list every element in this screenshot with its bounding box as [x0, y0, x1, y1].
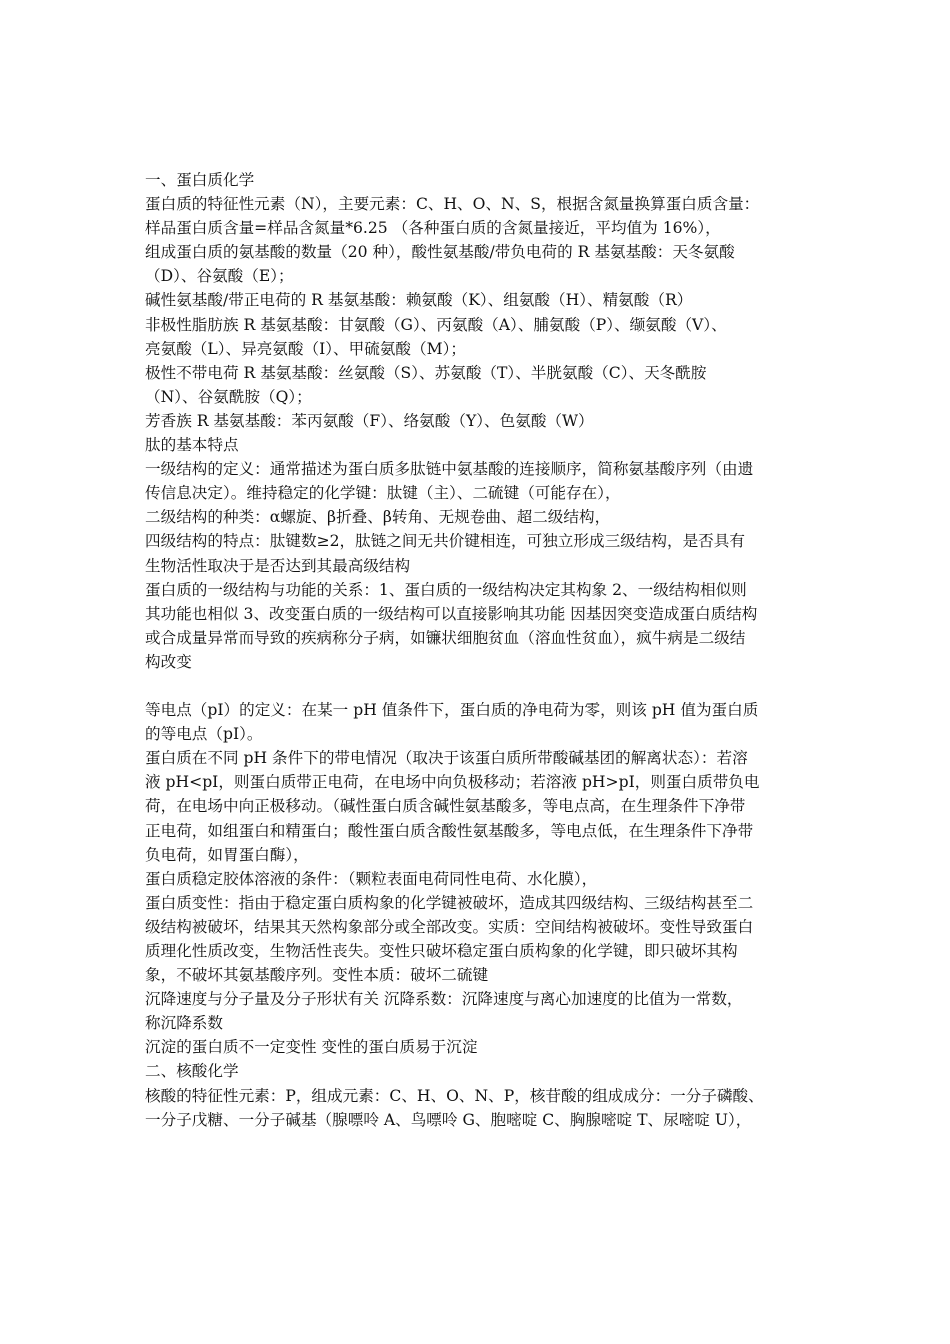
text-line: 象，不破坏其氨基酸序列。变性本质：破坏二硫键	[145, 966, 489, 985]
section-heading-protein: 一、蛋白质化学	[145, 171, 255, 189]
text-line: 碱性氨基酸/带正电荷的 R 基氨基酸：赖氨酸（K）、组氨酸（H）、精氨酸（R）	[145, 291, 693, 310]
text-line: 其功能也相似 3、改变蛋白质的一级结构可以直接影响其功能 因基因突变造成蛋白质结构	[145, 604, 758, 623]
blank-line	[145, 674, 810, 698]
text-line: 或合成量异常而导致的疾病称分子病，如镰状细胞贫血（溶血性贫血），疯牛病是二级结	[145, 628, 746, 647]
text-line: 蛋白质稳定胶体溶液的条件：（颗粒表面电荷同性电荷、水化膜），	[145, 869, 598, 888]
text-line: 级结构被破坏，结果其天然构象部分或全部改变。实质：空间结构被破坏。变性导致蛋白	[145, 917, 754, 936]
text-line: 的等电点（pI）。	[145, 725, 263, 744]
text-line: 四级结构的特点：肽键数≥2，肽链之间无共价键相连，可独立形成三级结构，是否具有	[145, 532, 745, 551]
text-line: 组成蛋白质的氨基酸的数量（20 种），酸性氨基酸/带负电荷的 R 基氨基酸：天冬氨酸	[145, 243, 735, 262]
text-line: 正电荷，如组蛋白和精蛋白；酸性蛋白质含酸性氨基酸多，等电点低，在生理条件下净带	[145, 821, 754, 840]
document-page	[145, 168, 810, 1132]
text-line: 传信息决定）。维持稳定的化学键：肽键（主）、二硫键（可能存在），	[145, 484, 621, 503]
text-line: 称沉降系数	[145, 1014, 223, 1033]
text-line: 样品蛋白质含量=样品含氮量*6.25 （各种蛋白质的含氮量接近，平均值为 16%），	[145, 219, 721, 238]
text-line: 负电荷，如胃蛋白酶），	[145, 845, 309, 864]
text-line: 质理化性质改变，生物活性丧失。变性只破坏稳定蛋白质构象的化学键，即只破坏其构	[145, 942, 738, 960]
text-line: 非极性脂肪族 R 基氨基酸：甘氨酸（G）、丙氨酸（A）、脯氨酸（P）、缬氨酸（V）、	[145, 315, 727, 334]
text-line: 二级结构的种类：α螺旋、β折叠、β转角、无规卷曲、超二级结构，	[145, 508, 611, 527]
text-line: 核酸的特征性元素：P，组成元素：C、H、O、N、P，核苷酸的组成成分：一分子磷酸、	[145, 1086, 764, 1105]
text-line: 沉降速度与分子量及分子形状有关 沉降系数：沉降速度与离心加速度的比值为一常数，	[145, 990, 743, 1009]
text-line: 亮氨酸（L）、异亮氨酸（I）、甲硫氨酸（M）；	[145, 339, 466, 358]
text-line: 液 pH<pI，则蛋白质带正电荷，在电场中向负极移动；若溶液 pH>pI，则蛋白质带负电	[145, 773, 760, 792]
text-line: 构改变	[145, 652, 192, 671]
text-line: 沉淀的蛋白质不一定变性 变性的蛋白质易于沉淀	[145, 1038, 478, 1057]
text-line: 蛋白质在不同 pH 条件下的带电情况（取决于该蛋白质所带酸碱基团的解离状态）：若溶	[145, 749, 748, 768]
text-line: 一分子戊糖、一分子碱基（腺嘌呤 A、鸟嘌呤 G、胞嘧啶 C、胸腺嘧啶 T、尿嘧啶 U），	[145, 1110, 752, 1129]
section-heading-nucleic-acid: 二、核酸化学	[145, 1062, 239, 1081]
text-line: 荷，在电场中向正极移动。（碱性蛋白质含碱性氨基酸多，等电点高，在生理条件下净带	[145, 797, 746, 816]
text-line: 蛋白质变性：指由于稳定蛋白质构象的化学键被破坏，造成其四级结构、三级结构甚至二	[145, 893, 754, 912]
text-line: 蛋白质的特征性元素（N），主要元素：C、H、O、N、S，根据含氮量换算蛋白质含量：	[145, 195, 760, 214]
text-line: 等电点（pI）的定义：在某一 pH 值条件下，蛋白质的净电荷为零，则该 pH 值为蛋白质	[145, 701, 759, 720]
text-line: 一级结构的定义：通常描述为蛋白质多肽链中氨基酸的连接顺序，简称氨基酸序列（由遗	[145, 460, 754, 479]
text-line: 芳香族 R 基氨基酸：苯丙氨酸（F）、络氨酸（Y）、色氨酸（W）	[145, 411, 594, 430]
text-line: 极性不带电荷 R 基氨基酸：丝氨酸（S）、苏氨酸（T）、半胱氨酸（C）、天冬酰胺	[145, 363, 707, 382]
subheading-peptide: 肽的基本特点	[145, 436, 239, 455]
text-line: （N）、谷氨酰胺（Q）；	[145, 387, 312, 406]
text-line: （D）、谷氨酸（E）；	[145, 267, 294, 286]
text-line: 生物活性取决于是否达到其最高级结构	[145, 556, 411, 575]
text-line: 蛋白质的一级结构与功能的关系：1、蛋白质的一级结构决定其构象 2、一级结构相似则	[145, 580, 747, 599]
